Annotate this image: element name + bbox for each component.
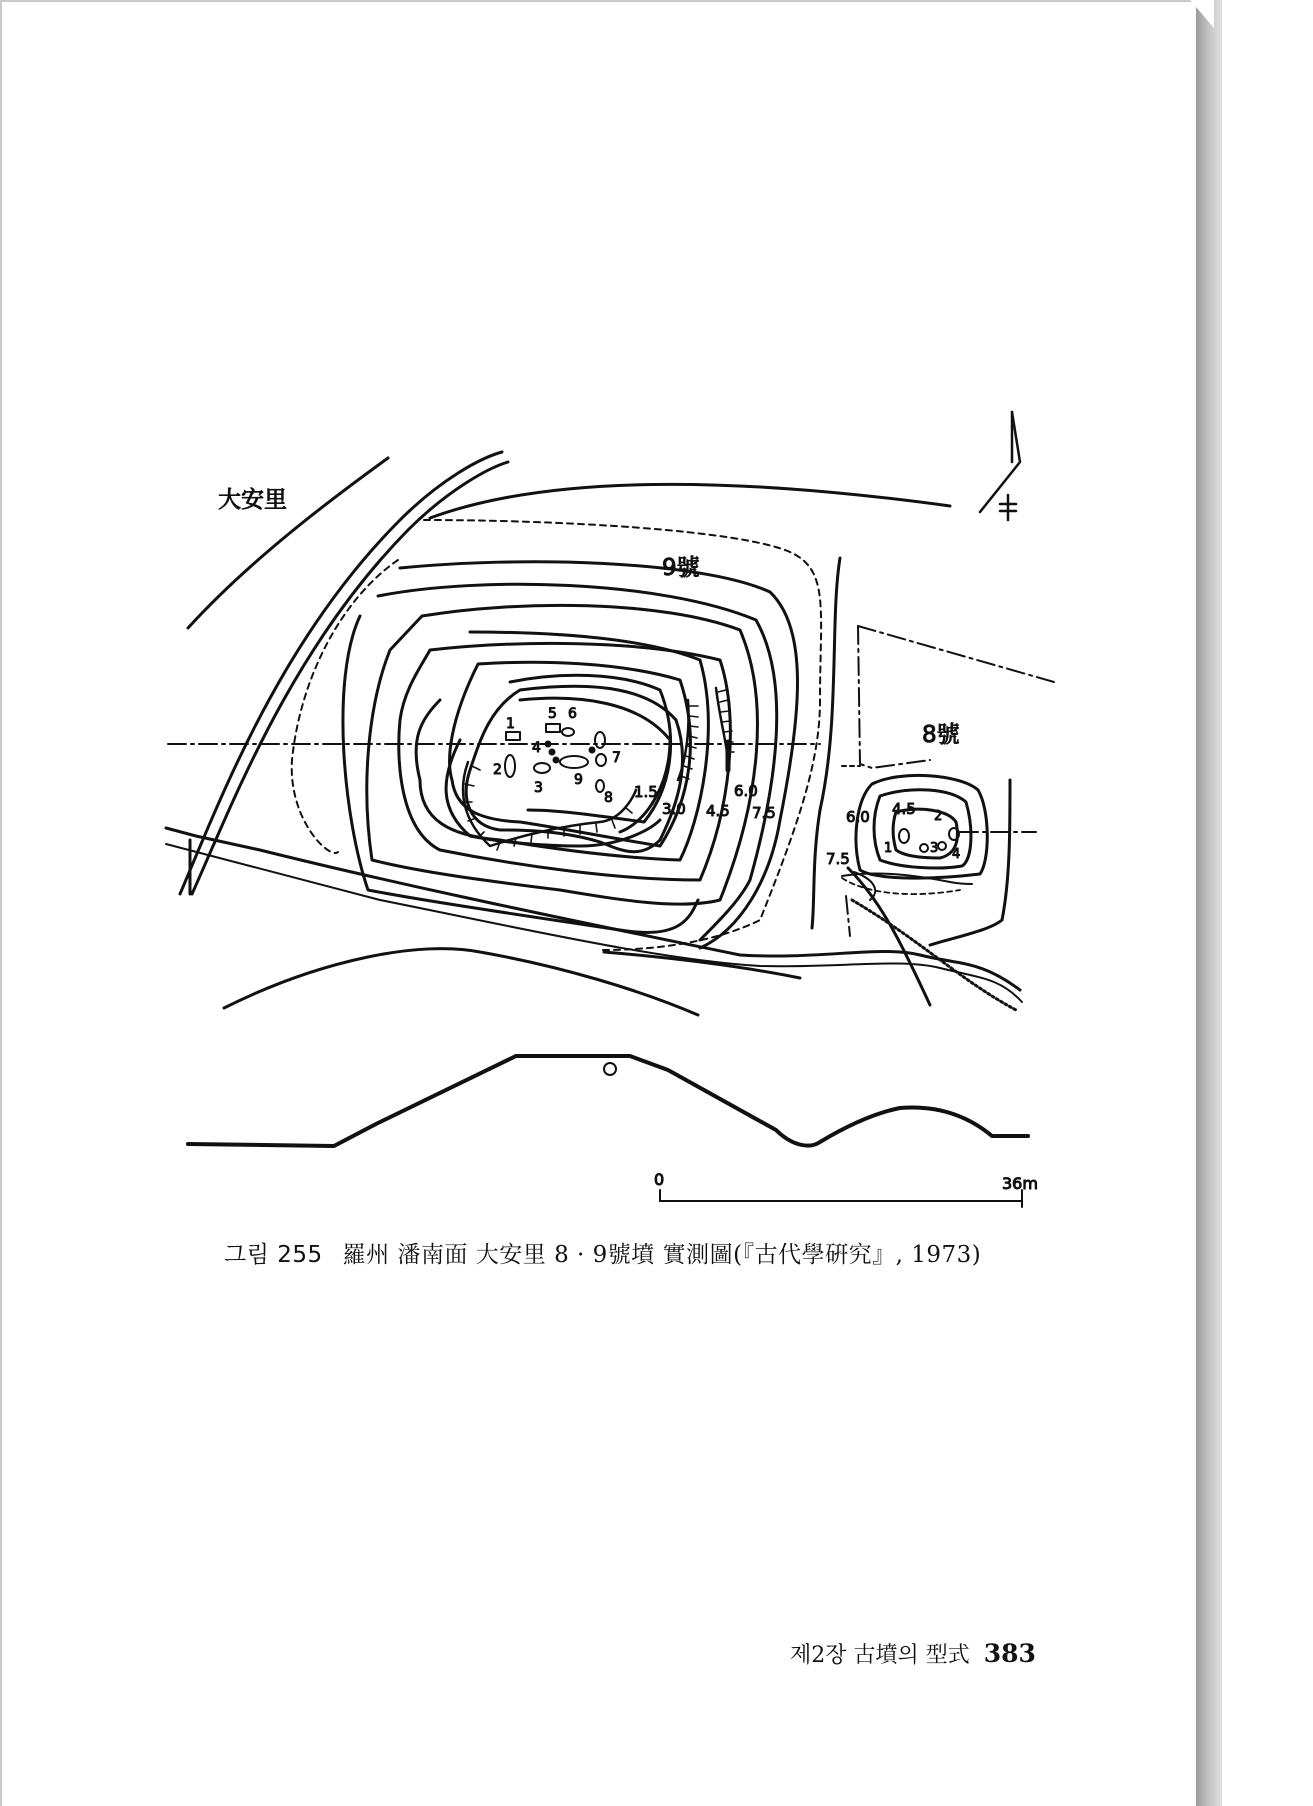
contour-label: 6.0 (734, 782, 758, 800)
contour-label: 4.5 (706, 802, 730, 820)
scale-start-label: 0 (654, 1170, 665, 1189)
tomb8-contours (842, 775, 987, 900)
burial-number: 3 (930, 841, 939, 856)
running-footer (790, 1638, 1036, 1669)
contour-label: 3.0 (662, 800, 686, 818)
figure-title: 羅州 潘南面 大安里 8 · 9號墳 實測圖(『古代學硏究』, 1973) (342, 1242, 982, 1268)
burial-number: 2 (493, 762, 502, 778)
contour-labels-9 (634, 782, 776, 822)
tomb8-burials (899, 828, 959, 852)
figure-number: 그림 255 (224, 1242, 323, 1268)
burial-number: 4 (952, 847, 961, 862)
burial-number: 1 (884, 841, 893, 856)
burial-number: 4 (532, 740, 541, 756)
tomb9-contours (292, 520, 821, 950)
section-marker (604, 1063, 616, 1075)
tomb9-label: 9號 (662, 555, 700, 581)
place-label: 大安里 (218, 487, 287, 513)
contour-labels-8 (826, 800, 916, 868)
north-arrow-icon (980, 412, 1020, 520)
scale-end-label: 36m (1002, 1174, 1038, 1193)
contour-label: 4.5 (892, 800, 916, 818)
cross-section-profile (188, 1056, 1028, 1146)
chapter-title: 제2장 古墳의 型式 (790, 1643, 970, 1668)
tomb9-burials (505, 724, 606, 792)
contour-label: 7.5 (826, 850, 850, 868)
burial-number: 7 (612, 750, 621, 766)
burial-number: 1 (506, 716, 515, 732)
burial-number: 6 (568, 706, 577, 722)
burial-number: 8 (604, 790, 613, 806)
page-number: 383 (983, 1639, 1036, 1668)
scale-bar (660, 1190, 1022, 1207)
terrain-lines (166, 452, 1022, 1015)
contour-label: 7.5 (752, 804, 776, 822)
tomb8-label: 8號 (922, 722, 960, 748)
tomb8-boundary (842, 626, 1054, 936)
burial-number: 5 (548, 706, 557, 722)
burial-number: 9 (574, 772, 583, 788)
figure-caption (224, 1236, 981, 1269)
burial-number: 3 (534, 780, 543, 796)
burial-number: 2 (934, 809, 943, 824)
contour-label: 6.0 (846, 808, 870, 826)
contour-label: 1.5 (634, 783, 658, 801)
